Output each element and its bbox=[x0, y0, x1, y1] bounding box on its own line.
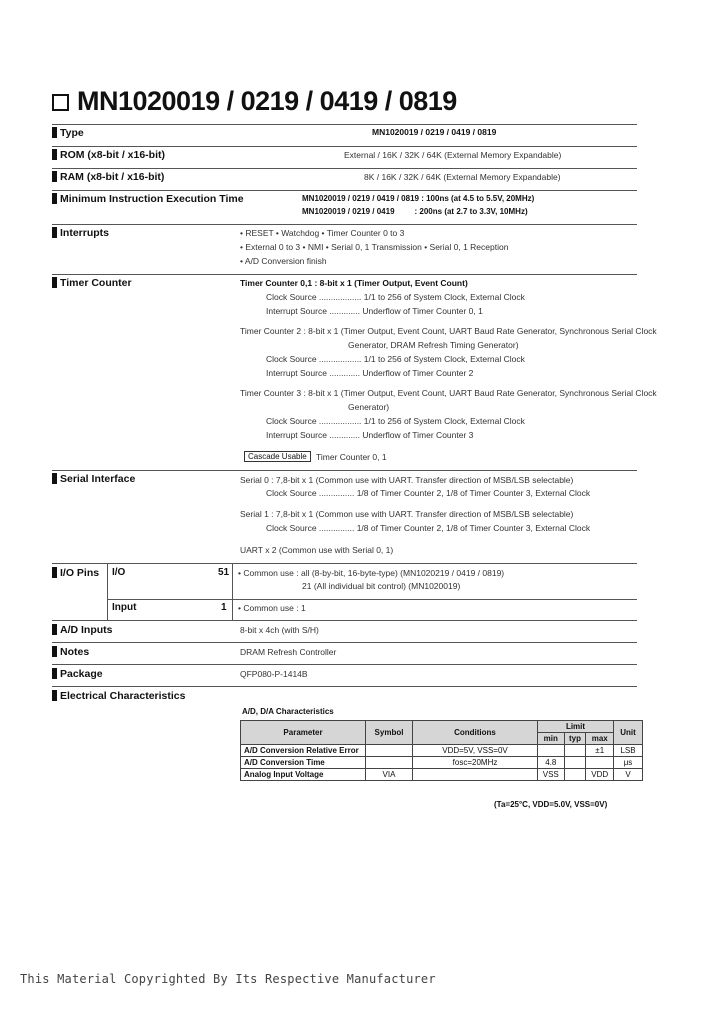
cascade-text: Timer Counter 0, 1 bbox=[316, 452, 387, 462]
th-parameter: Parameter bbox=[241, 721, 366, 745]
ram-value: 8K / 16K / 32K / 64K (External Memory Expandable) bbox=[364, 172, 561, 182]
tc2-heading-cont: Generator, DRAM Refresh Timing Generator) bbox=[348, 340, 519, 350]
ad-inputs-row bbox=[52, 620, 637, 641]
io-pins-label: I/O Pins bbox=[52, 567, 99, 579]
electrical-label: Electrical Characteristics bbox=[52, 690, 186, 702]
electrical-row bbox=[52, 686, 637, 707]
io-line2: 21 (All individual bit control) (MN1020019) bbox=[302, 581, 461, 591]
th-limit: Limit bbox=[538, 721, 614, 733]
serial-row bbox=[52, 470, 637, 561]
th-max: max bbox=[586, 733, 614, 745]
th-unit: Unit bbox=[614, 721, 643, 745]
th-symbol: Symbol bbox=[366, 721, 413, 745]
min-exec-row bbox=[52, 190, 637, 221]
type-row bbox=[52, 124, 637, 143]
serial0-clock: Clock Source ............... 1/8 of Timer Counter 2, 1/8 of Timer Counter 3, External Clock bbox=[266, 488, 591, 498]
th-conditions: Conditions bbox=[413, 721, 538, 745]
rom-label: ROM (x8-bit / x16-bit) bbox=[52, 149, 165, 161]
tc01-clock: Clock Source .................. 1/1 to 256 of System Clock, External Clock bbox=[266, 292, 525, 302]
ad-inputs-label: A/D Inputs bbox=[52, 624, 113, 636]
cascade-badge: Cascade Usable bbox=[244, 451, 311, 462]
notes-row bbox=[52, 642, 637, 663]
package-label: Package bbox=[52, 668, 103, 680]
electrical-caption: A/D, D/A Characteristics bbox=[242, 707, 334, 716]
tc2-clock: Clock Source .................. 1/1 to 256 of System Clock, External Clock bbox=[266, 354, 525, 364]
table-row: A/D Conversion Time fosc=20MHz 4.8 μs bbox=[241, 757, 643, 769]
timer-row bbox=[52, 274, 657, 467]
table-note: (Ta=25°C, VDD=5.0V, VSS=0V) bbox=[494, 800, 608, 809]
tc2-interrupt: Interrupt Source ............. Underflow of Timer Counter 2 bbox=[266, 368, 474, 378]
io-line1: • Common use : all (8-by-bit, 16-byte-type) (MN1020219 / 0419 / 0819) bbox=[238, 568, 505, 578]
interrupts-line3: • A/D Conversion finish bbox=[240, 256, 327, 266]
interrupts-line2: • External 0 to 3 • NMI • Serial 0, 1 Transmission • Serial 0, 1 Reception bbox=[240, 242, 509, 252]
copyright-footer: This Material Copyrighted By Its Respective Manufacturer bbox=[20, 972, 436, 986]
tc3-clock: Clock Source .................. 1/1 to 256 of System Clock, External Clock bbox=[266, 416, 525, 426]
ram-row bbox=[52, 168, 637, 187]
input-line: • Common use : 1 bbox=[238, 603, 306, 613]
tc01-heading: Timer Counter 0,1 : 8-bit x 1 (Timer Output, Event Count) bbox=[240, 278, 468, 288]
rom-value: External / 16K / 32K / 64K (External Memory Expandable) bbox=[344, 150, 562, 160]
input-label: Input bbox=[112, 602, 137, 613]
tc3-heading-cont: Generator) bbox=[348, 402, 390, 412]
ad-inputs-value: 8-bit x 4ch (with S/H) bbox=[240, 625, 319, 635]
interrupts-row bbox=[52, 224, 637, 267]
type-label: Type bbox=[52, 127, 84, 139]
ad-characteristics-table bbox=[240, 720, 643, 781]
table-row: Analog Input Voltage VIA VSS VDD V bbox=[241, 769, 643, 781]
ram-label: RAM (x8-bit / x16-bit) bbox=[52, 171, 164, 183]
package-row bbox=[52, 664, 637, 685]
serial0-heading: Serial 0 : 7,8-bit x 1 (Common use with UART. Transfer direction of MSB/LSB selectable) bbox=[240, 475, 574, 485]
interrupts-line1: • RESET • Watchdog • Timer Counter 0 to 3 bbox=[240, 228, 405, 238]
io-count: 51 bbox=[218, 567, 230, 578]
tc3-heading: Timer Counter 3 : 8-bit x 1 (Timer Output, Event Count, UART Baud Rate Generator, Synchronous Serial Clock bbox=[240, 388, 657, 398]
th-min: min bbox=[538, 733, 565, 745]
type-value: MN1020019 / 0219 / 0419 / 0819 bbox=[372, 127, 497, 137]
tc3-interrupt: Interrupt Source ............. Underflow of Timer Counter 3 bbox=[266, 430, 474, 440]
serial-label: Serial Interface bbox=[52, 473, 135, 485]
table-row: A/D Conversion Relative Error VDD=5V, VSS=0V ±1 LSB bbox=[241, 745, 643, 757]
input-count: 1 bbox=[221, 602, 227, 613]
io-pins-row bbox=[52, 563, 637, 620]
timer-label: Timer Counter bbox=[52, 277, 132, 289]
serial1-clock: Clock Source ............... 1/8 of Timer Counter 2, 1/8 of Timer Counter 3, External Clock bbox=[266, 523, 591, 533]
io-label: I/O bbox=[112, 567, 126, 578]
notes-value: DRAM Refresh Controller bbox=[240, 647, 337, 657]
interrupts-label: Interrupts bbox=[52, 227, 109, 239]
notes-label: Notes bbox=[52, 646, 89, 658]
package-value: QFP080-P-1414B bbox=[240, 669, 308, 679]
tc2-heading: Timer Counter 2 : 8-bit x 1 (Timer Output, Event Count, UART Baud Rate Generator, Synchronous Serial Clock bbox=[240, 326, 657, 336]
rom-row bbox=[52, 146, 637, 165]
checkbox-square-icon bbox=[52, 94, 69, 111]
th-typ: typ bbox=[564, 733, 586, 745]
page-title: MN1020019 / 0219 / 0419 / 0819 bbox=[52, 86, 457, 117]
min-exec-label: Minimum Instruction Execution Time bbox=[52, 193, 244, 205]
tc01-interrupt: Interrupt Source ............. Underflow of Timer Counter 0, 1 bbox=[266, 306, 483, 316]
min-exec-line1: MN1020019 / 0219 / 0419 / 0819 : 100ns (at 4.5 to 5.5V, 20MHz) bbox=[302, 194, 535, 203]
uart-text: UART x 2 (Common use with Serial 0, 1) bbox=[240, 545, 394, 555]
serial1-heading: Serial 1 : 7,8-bit x 1 (Common use with UART. Transfer direction of MSB/LSB selectable) bbox=[240, 509, 574, 519]
min-exec-line2: MN1020019 / 0219 / 0419 : 200ns (at 2.7 to 3.3V, 10MHz) bbox=[302, 207, 528, 216]
